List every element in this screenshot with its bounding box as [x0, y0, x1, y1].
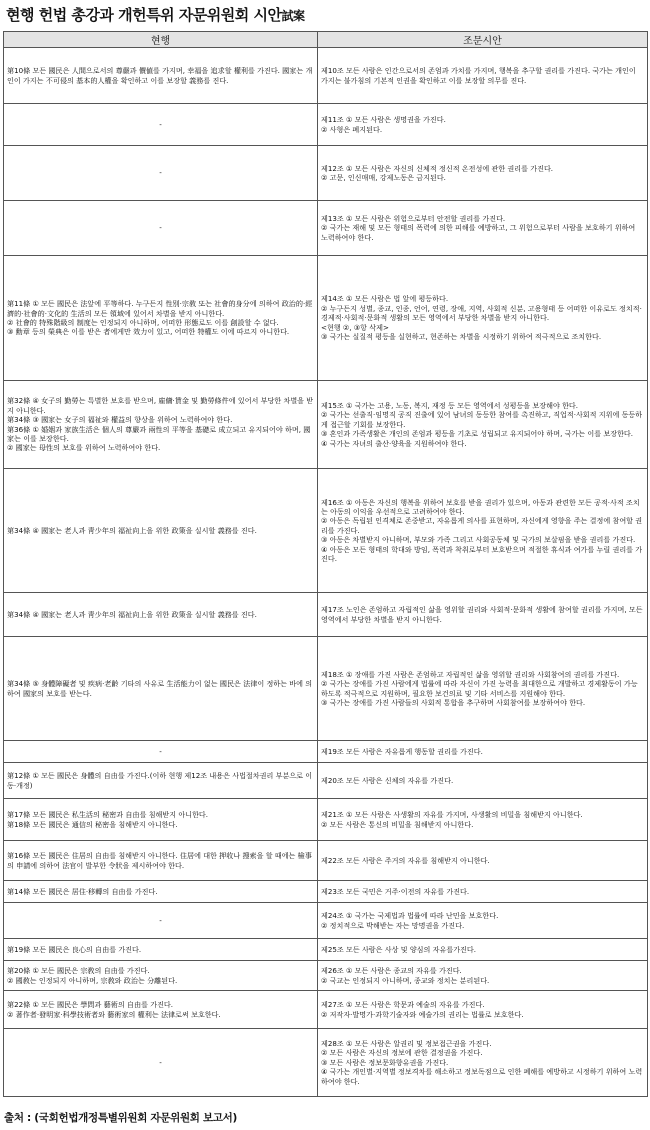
- proposal-article-cell: [318, 381, 648, 469]
- proposal-article-cell: [318, 939, 648, 961]
- article-text: ③ 勳章 등의 榮典은 이를 받은 者에게만 效力이 있고, 어떠한 特權도 이에 따르지 아니한다.: [7, 327, 290, 337]
- article-text: ② 사형은 폐지된다.: [321, 124, 383, 134]
- article-text: ④ 국가는 자녀의 출산·양육을 지원하여야 한다.: [321, 438, 467, 448]
- article-text: ② 著作者·發明家·科學技術者와 藝術家의 權利는 法律로써 보호한다.: [7, 1009, 221, 1019]
- article-text: 제12조 ① 모든 사람은 자신의 신체적 정신적 온전성에 관한 권리를 가진다.: [321, 163, 554, 173]
- proposal-article-cell: [318, 48, 648, 104]
- current-article-cell: [4, 104, 318, 146]
- article-text: ④ 국가는 개인별·지역별 정보격차를 해소하고 정보독점으로 인한 폐해를 예방하고 시정하기 위하여 노력하여야 한다.: [321, 1067, 643, 1086]
- article-text: ② 모든 사람은 자신의 정보에 관한 결정권을 가진다.: [321, 1048, 483, 1058]
- article-text: ② 아동은 독립된 인격체로 존중받고, 자유롭게 의사를 표현하며, 자신에게 영향을 주는 결정에 참여할 권리를 가진다.: [321, 516, 643, 535]
- current-article-cell: [4, 903, 318, 939]
- source-note: 출처 : (국회헌법개정특별위원회 자문위원회 보고서): [4, 1112, 238, 1124]
- proposal-article-cell: [318, 256, 648, 381]
- current-article-cell: [4, 381, 318, 469]
- article-text: 제18조 ① 장애를 가진 사람은 존엄하고 자립적인 삶을 영위할 권리와 사회참여의 권리를 가진다.: [321, 669, 620, 679]
- table-row: [4, 593, 648, 637]
- current-article-cell: [4, 146, 318, 201]
- article-text: -: [159, 915, 162, 925]
- article-text: 第14條 모든 國民은 居住·移轉의 自由를 가진다.: [7, 886, 158, 896]
- table-row: [4, 104, 648, 146]
- proposal-article-cell: [318, 1029, 648, 1097]
- article-text: 第19條 모든 國民은 良心의 自由를 가진다.: [7, 944, 142, 954]
- current-article-cell: [4, 637, 318, 741]
- article-text: 제23조 모든 국민은 거주·이전의 자유를 가진다.: [321, 886, 470, 896]
- current-article-cell: [4, 469, 318, 593]
- article-text: ② 저작자·발명가·과학기술자와 예술가의 권리는 법률로 보호한다.: [321, 1009, 524, 1019]
- header-current: 현행: [4, 32, 318, 48]
- article-text: -: [159, 746, 162, 756]
- proposal-article-cell: [318, 763, 648, 799]
- article-text: 제20조 모든 사람은 신체의 자유를 가진다.: [321, 775, 454, 785]
- current-article-cell: [4, 48, 318, 104]
- article-text: 第16條 모든 國民은 住居의 自由를 침해받지 아니한다. 住居에 대한 押收나 搜索을 할 때에는 檢事의 申請에 의하여 法官이 발부한 令狀을 제시하여야 한다.: [7, 851, 312, 870]
- article-text: -: [159, 119, 162, 129]
- proposal-article-cell: [318, 799, 648, 841]
- article-text: ③ 국가는 실질적 평등을 실현하고, 현존하는 차별을 시정하기 위하여 적극적으로 조치한다.: [321, 332, 602, 342]
- proposal-article-cell: [318, 741, 648, 763]
- article-text: 제14조 ① 모든 사람은 법 앞에 평등하다.: [321, 294, 449, 304]
- article-text: 제27조 ① 모든 사람은 학문과 예술의 자유를 가진다.: [321, 1000, 485, 1010]
- article-text: 第34條 ③ 國家는 女子의 福祉와 權益의 향상을 위하여 노력하여야 한다.: [7, 415, 233, 425]
- article-text: 第17條 모든 國民은 私生活의 秘密과 自由를 침해받지 아니한다.: [7, 810, 209, 820]
- table-body: [4, 48, 648, 1097]
- proposal-article-cell: [318, 637, 648, 741]
- article-text: 제10조 모든 사람은 인간으로서의 존엄과 가치를 가지며, 행복을 추구할 권리를 가진다. 국가는 개인이 가지는 불가침의 기본적 인권을 확인하고 이를 보장할 의무를 진다.: [321, 66, 636, 85]
- article-text: ② 국가는 선출직·임명직 공직 진출에 있어 남녀의 동등한 참여를 촉진하고, 직업적·사회적 지위에 동등하게 접근할 기회를 보장한다.: [321, 410, 643, 429]
- article-text: ④ 아동은 모든 형태의 학대와 방임, 폭력과 착취로부터 보호받으며 적절한 휴식과 여가를 누릴 권리를 가진다.: [321, 544, 643, 564]
- article-text: 제24조 ① 국가는 국제법과 법률에 따라 난민을 보호한다.: [321, 911, 499, 921]
- table-row: [4, 763, 648, 799]
- article-text: 第20條 ① 모든 國民은 宗敎의 自由를 가진다.: [7, 966, 150, 976]
- article-text: 제19조 모든 사람은 자유롭게 행동할 권리를 가진다.: [321, 746, 483, 756]
- proposal-article-cell: [318, 881, 648, 903]
- article-text: 第10條 모든 國民은 人間으로서의 尊嚴과 價値를 가지며, 幸福을 追求할 權利를 가진다. 國家는 개인이 가지는 不可侵의 基本的人權을 확인하고 이를 보장할 義務를 진다.: [7, 66, 313, 85]
- table-row: [4, 469, 648, 593]
- current-article-cell: [4, 763, 318, 799]
- current-article-cell: [4, 841, 318, 881]
- article-text: 제21조 ① 모든 사람은 사생활의 자유를 가지며, 사생활의 비밀을 침해받지 아니한다.: [321, 810, 583, 820]
- article-text: 第12條 ① 모든 國民은 身體의 自由를 가진다.(이하 현행 제12조 내용은 사법절차권리 부분으로 이동·개정): [7, 771, 313, 790]
- proposal-article-cell: [318, 146, 648, 201]
- article-text: <현행 ②, ③항 삭제>: [321, 322, 389, 332]
- comparison-table: [3, 31, 648, 1097]
- table-row: [4, 1029, 648, 1097]
- article-text: ② 국교는 인정되지 아니하며, 종교와 정치는 분리된다.: [321, 975, 490, 985]
- article-text: ② 누구든지 성별, 종교, 인종, 언어, 연령, 장애, 지역, 사회적 신분, 고용형태 등 어떠한 이유로도 정치적·경제적·사회적·문화적 생활의 모든 영역에서 부당한 차별을 받지 아니한다.: [321, 303, 642, 323]
- table-row: [4, 256, 648, 381]
- proposal-article-cell: [318, 841, 648, 881]
- table-row: [4, 741, 648, 763]
- table-row: [4, 961, 648, 991]
- current-article-cell: [4, 741, 318, 763]
- table-row: [4, 841, 648, 881]
- article-text: 제26조 ① 모든 사람은 종교의 자유를 가진다.: [321, 966, 462, 976]
- table-row: [4, 201, 648, 256]
- proposal-article-cell: [318, 961, 648, 991]
- proposal-article-cell: [318, 201, 648, 256]
- header-proposal: 조문시안: [318, 32, 648, 48]
- page-title-text: 현행 헌법 총강과 개헌특위 자문위원회 시안: [6, 6, 282, 24]
- table-row: [4, 48, 648, 104]
- article-text: 第32條 ④ 女子의 勤勞는 특별한 보호를 받으며, 雇傭·賃金 및 勤勞條件에 있어서 부당한 차별을 받지 아니한다.: [7, 396, 314, 415]
- article-text: 제22조 모든 사람은 주거의 자유를 침해받지 아니한다.: [321, 855, 490, 865]
- table-row: [4, 903, 648, 939]
- table-row: [4, 939, 648, 961]
- article-text: ③ 국가는 장애를 가진 사람들의 사회적 통합을 추구하며 사회참여를 보장하여야 한다.: [321, 697, 586, 707]
- article-text: -: [159, 223, 162, 233]
- article-text: ② 國家는 母性의 보호를 위하여 노력하여야 한다.: [7, 443, 161, 453]
- current-article-cell: [4, 799, 318, 841]
- article-text: ② 정치적으로 박해받는 자는 망명권을 가진다.: [321, 920, 465, 930]
- article-text: 第34條 ④ 國家는 老人과 靑少年의 福祉向上을 위한 政策을 실시할 義務를 진다.: [7, 525, 257, 535]
- table-row: [4, 381, 648, 469]
- article-text: 제16조 ① 아동은 자신의 행복을 위하여 보호를 받을 권리가 있으며, 아동과 관련한 모든 공적·사적 조치는 아동의 이익을 우선적으로 고려하여야 한다.: [321, 497, 640, 516]
- article-text: ② 고문, 인신매매, 강제노동은 금지된다.: [321, 173, 446, 182]
- current-article-cell: [4, 593, 318, 637]
- table-row: [4, 881, 648, 903]
- article-text: 第18條 모든 國民은 通信의 秘密을 침해받지 아니한다.: [7, 819, 178, 829]
- article-text: ③ 모든 사람은 정보문화향유권을 가진다.: [321, 1057, 449, 1067]
- table-row: [4, 637, 648, 741]
- article-text: ② 社會的 特殊階級의 制度는 인정되지 아니하며, 어떠한 形態로도 이를 創設할 수 없다.: [7, 318, 279, 327]
- proposal-article-cell: [318, 593, 648, 637]
- proposal-article-cell: [318, 469, 648, 593]
- article-text: 제25조 모든 사람은 사상 및 양심의 자유를가진다.: [321, 944, 477, 954]
- current-article-cell: [4, 961, 318, 991]
- table-row: [4, 799, 648, 841]
- article-text: 제13조 ① 모든 사람은 위험으로부터 안전할 권리를 가진다.: [321, 213, 506, 223]
- article-text: 제15조 ① 국가는 고용, 노동, 복지, 재정 등 모든 영역에서 성평등을 보장해야 한다.: [321, 400, 579, 410]
- page-title: [6, 4, 304, 25]
- article-text: ② 모든 사람은 통신의 비밀을 침해받지 아니한다.: [321, 819, 474, 829]
- article-text: ③ 아동은 차별받지 아니하며, 부모와 가족 그리고 사회공동체 및 국가의 보살핌을 받을 권리를 가진다.: [321, 535, 636, 545]
- current-article-cell: [4, 256, 318, 381]
- table-header-row: [4, 32, 648, 48]
- current-article-cell: [4, 991, 318, 1029]
- article-text: 제28조 ① 모든 사람은 알권리 및 정보접근권을 가진다.: [321, 1038, 492, 1048]
- article-text: ② 국가는 장애를 가진 사람에게 법률에 따라 자신이 가진 능력을 최대한으로 개발하고 경제활동이 가능하도록 적극적으로 지원하며, 필요한 보건의료 및 기타 서비스를 지원해야 한다.: [321, 679, 638, 698]
- article-text: -: [159, 1057, 162, 1067]
- table-row: [4, 146, 648, 201]
- article-text: ② 국가는 재해 및 모든 형태의 폭력에 의한 피해를 예방하고, 그 위험으로부터 사람을 보호하기 위하여 노력하여야 한다.: [321, 223, 636, 242]
- article-text: ③ 혼인과 가족생활은 개인의 존엄과 평등을 기초로 성립되고 유지되어야 하며, 국가는 이를 보장한다.: [321, 429, 634, 439]
- proposal-article-cell: [318, 104, 648, 146]
- article-text: 第22條 ① 모든 國民은 學問과 藝術의 自由를 가진다.: [7, 1000, 174, 1010]
- article-text: -: [159, 168, 162, 178]
- article-text: 第11條 ① 모든 國民은 法앞에 平等하다. 누구든지 性別·宗敎 또는 社會的身分에 의하여 政治的·經濟的·社會的·文化的 生活의 모든 領域에 있어서 차별을 받지 아니한다.: [7, 299, 313, 318]
- article-text: 제11조 ① 모든 사람은 생명권을 가진다.: [321, 115, 446, 125]
- article-text: 第36條 ① 婚姻과 家族生活은 個人의 尊嚴과 兩性의 平等을 基礎로 成立되고 유지되어야 하며, 國家는 이를 보장한다.: [7, 424, 311, 443]
- article-text: 第34條 ⑤ 身體障礙者 및 疾病·老齡 기타의 사유로 生活能力이 없는 國民은 法律이 정하는 바에 의하여 國家의 보호를 받는다.: [7, 679, 313, 698]
- current-article-cell: [4, 201, 318, 256]
- current-article-cell: [4, 881, 318, 903]
- current-article-cell: [4, 1029, 318, 1097]
- article-text: 제17조 노인은 존엄하고 자립적인 삶을 영위할 권리와 사회적·문화적 생활에 참여할 권리를 가지며, 모든 영역에서 부당한 차별을 받지 아니한다.: [321, 605, 643, 624]
- article-text: ② 國敎는 인정되지 아니하며, 宗敎와 政治는 分離된다.: [7, 975, 178, 985]
- article-text: 第34條 ④ 國家는 老人과 靑少年의 福祉向上을 위한 政策을 실시할 義務를 진다.: [7, 609, 257, 619]
- table-row: [4, 991, 648, 1029]
- proposal-article-cell: [318, 903, 648, 939]
- proposal-article-cell: [318, 991, 648, 1029]
- current-article-cell: [4, 939, 318, 961]
- page-title-suffix: 試案: [281, 9, 305, 23]
